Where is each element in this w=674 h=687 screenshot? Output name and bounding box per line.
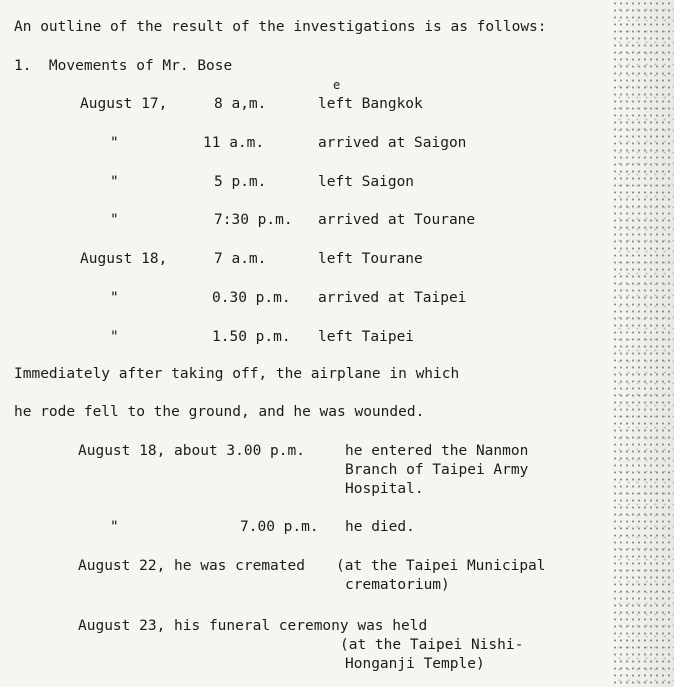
- movement-date: August 18,: [80, 251, 168, 267]
- movement-time: 11 a.m.: [203, 135, 265, 151]
- event-line: (at the Taipei Municipal: [336, 558, 546, 574]
- movement-time: 7:30 p.m.: [214, 212, 293, 228]
- event-time: 7.00 p.m.: [240, 519, 319, 535]
- event-line: crematorium): [345, 577, 450, 593]
- event-line: he died.: [345, 519, 415, 535]
- paragraph-line: Immediately after taking off, the airplane in which: [14, 366, 460, 382]
- movement-time: 5 p.m.: [214, 174, 267, 190]
- movement-time: 7 a.m.: [214, 251, 267, 267]
- handwritten-correction: e: [333, 78, 341, 92]
- movement-time: 8 a,m.: [214, 96, 267, 112]
- movement-event: left Tourane: [318, 251, 423, 267]
- event-date: August 22, he was cremated: [78, 558, 305, 574]
- ditto-mark: ": [110, 174, 119, 190]
- event-line: he entered the Nanmon: [345, 443, 529, 459]
- event-line: Honganji Temple): [345, 656, 485, 672]
- event-line: Branch of Taipei Army: [345, 462, 529, 478]
- ditto-mark: ": [110, 290, 119, 306]
- ditto-mark: ": [110, 212, 119, 228]
- event-date: August 18, about 3.00 p.m.: [78, 443, 305, 459]
- event-date: August 23, his funeral ceremony was held: [78, 618, 428, 634]
- event-line: (at the Taipei Nishi-: [340, 637, 524, 653]
- movement-event: arrived at Saigon: [318, 135, 467, 151]
- movement-event: left Saigon: [318, 174, 415, 190]
- movement-event: arrived at Taipei: [318, 290, 467, 306]
- movement-event: arrived at Tourane: [318, 212, 476, 228]
- section-heading: 1. Movements of Mr. Bose: [14, 58, 233, 74]
- ditto-mark: ": [110, 135, 119, 151]
- scan-noise-edge: [612, 0, 674, 687]
- movement-time: 0.30 p.m.: [212, 290, 291, 306]
- paragraph-line: he rode fell to the ground, and he was wounded.: [14, 404, 425, 420]
- movement-time: 1.50 p.m.: [212, 329, 291, 345]
- ditto-mark: ": [110, 329, 119, 345]
- movement-event: left Bangkok: [318, 96, 423, 112]
- intro-sentence: An outline of the result of the investigations is as follows:: [14, 19, 547, 35]
- ditto-mark: ": [110, 519, 119, 535]
- movement-date: August 17,: [80, 96, 168, 112]
- movement-event: left Taipei: [318, 329, 415, 345]
- event-line: Hospital.: [345, 481, 424, 497]
